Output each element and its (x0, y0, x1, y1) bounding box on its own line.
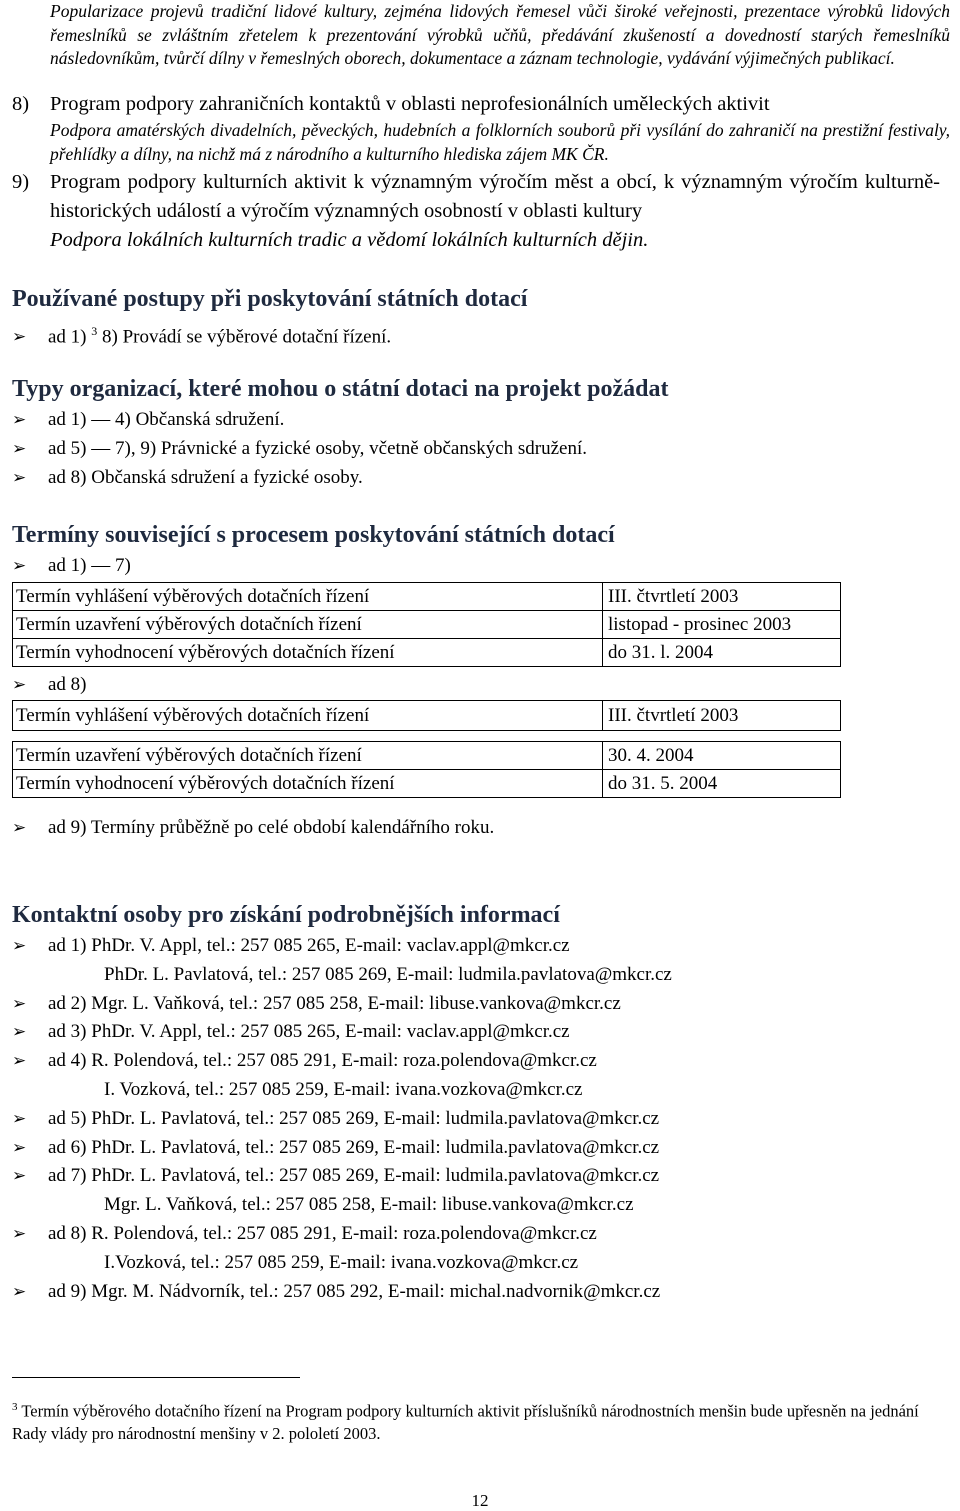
arrow-bullet-icon: ➢ (12, 410, 27, 429)
contact-text: ad 4) R. Polendová, tel.: 257 085 291, E-mail: roza.polendova@mkcr.cz (48, 1050, 597, 1071)
group-label: ad 9) Termíny průběžně po celé období kalendářního roku. (48, 817, 495, 838)
contact-item (12, 1163, 659, 1189)
heading-terminy: Termíny související s procesem poskytování státních dotací (12, 522, 615, 548)
table-row (13, 701, 841, 731)
table-cell: III. čtvrtletí 2003 (603, 701, 841, 731)
arrow-bullet-icon: ➢ (12, 1109, 27, 1128)
footnote-number: 3 (12, 1401, 18, 1413)
contact-item (12, 933, 570, 959)
contact-text: ad 8) R. Polendová, tel.: 257 085 291, E-mail: roza.polendova@mkcr.cz (48, 1223, 597, 1244)
contact-item (12, 1135, 659, 1161)
terms-table-1 (12, 582, 841, 667)
contact-text: ad 6) PhDr. L. Pavlatová, tel.: 257 085 269, E-mail: ludmila.pavlatova@mkcr.cz (48, 1137, 660, 1158)
arrow-bullet-icon: ➢ (12, 1138, 27, 1157)
contact-text: ad 7) PhDr. L. Pavlatová, tel.: 257 085 269, E-mail: ludmila.pavlatova@mkcr.cz (48, 1165, 660, 1186)
program-8-number: 8) (12, 93, 30, 115)
page-number: 12 (471, 1491, 489, 1510)
program-8 (12, 90, 950, 166)
program-9-title: Program podpory kulturních aktivit k významným výročím měst a obcí, k významným výročím kulturně-historických událostí a výročím významných osobností v oblasti kultury (50, 171, 940, 222)
contact-item (12, 1279, 660, 1305)
typy-item-text: ad 8) Občanská sdružení a fyzické osoby. (48, 467, 363, 488)
arrow-bullet-icon: ➢ (12, 1051, 27, 1070)
arrow-bullet-icon: ➢ (12, 1224, 27, 1243)
arrow-bullet-icon: ➢ (12, 327, 27, 347)
arrow-bullet-icon: ➢ (12, 1282, 27, 1301)
table-row (13, 742, 841, 770)
contact-text: ad 3) PhDr. V. Appl, tel.: 257 085 265, E-mail: vaclav.appl@mkcr.cz (48, 1021, 570, 1042)
contact-item (12, 1048, 597, 1074)
contact-text: PhDr. L. Pavlatová, tel.: 257 085 269, E-mail: ludmila.pavlatova@mkcr.cz (104, 964, 672, 985)
contact-item-continuation (104, 1077, 583, 1103)
table-row (13, 770, 841, 798)
contact-item (12, 1221, 597, 1247)
typy-item (12, 465, 363, 491)
table-cell: Termín vyhodnocení výběrových dotačních řízení (13, 639, 603, 667)
postupy-item-post: 8) Provádí se výběrové dotační řízení. (97, 326, 392, 348)
arrow-bullet-icon: ➢ (12, 936, 27, 955)
table-cell: Termín vyhodnocení výběrových dotačních řízení (13, 770, 603, 798)
contact-item-continuation (104, 1250, 578, 1276)
contact-text: ad 1) PhDr. V. Appl, tel.: 257 085 265, E-mail: vaclav.appl@mkcr.cz (48, 935, 570, 956)
group-label: ad 8) (48, 674, 87, 695)
table-row (13, 611, 841, 639)
heading-typy: Typy organizací, které mohou o státní dotaci na projekt požádat (12, 376, 669, 402)
contact-item (12, 1106, 659, 1132)
table-cell: 30. 4. 2004 (603, 742, 841, 770)
footnote (12, 1396, 942, 1445)
terminy-group-1 (12, 553, 131, 579)
typy-item-text: ad 1) — 4) Občanská sdružení. (48, 409, 285, 430)
table-cell: Termín vyhlášení výběrových dotačních řízení (13, 583, 603, 611)
footnote-text: Termín výběrového dotačního řízení na Program podpory kulturních aktivit příslušníků národnostních menšin bude upřesněn na jednání Rady vlády pro národnostní menšiny v 2. pololetí 2003. (12, 1401, 919, 1443)
table-cell: listopad - prosinec 2003 (603, 611, 841, 639)
group-label: ad 1) — 7) (48, 555, 131, 576)
arrow-bullet-icon: ➢ (12, 994, 27, 1013)
contact-text: Mgr. L. Vaňková, tel.: 257 085 258, E-mail: libuse.vankova@mkcr.cz (104, 1194, 634, 1215)
contact-item-continuation (104, 1192, 634, 1218)
contact-text: I.Vozková, tel.: 257 085 259, E-mail: ivana.vozkova@mkcr.cz (104, 1252, 579, 1273)
table-cell: Termín vyhlášení výběrových dotačních řízení (13, 701, 603, 731)
contact-item (12, 991, 621, 1017)
terminy-group-2 (12, 672, 87, 698)
postupy-item-pre: ad 1) (48, 326, 87, 348)
program-8-description: Podpora amatérských divadelních, pěveckých, hudebních a folklorních souborů při vysílání do zahraničí na prestižní festivaly, přehlídky a dílny, na nichž má z národního a kulturního hlediska zájem MK ČR. (50, 120, 950, 164)
terms-table-2a (12, 700, 841, 731)
table-cell: do 31. l. 2004 (603, 639, 841, 667)
typy-item (12, 407, 284, 433)
program-9-number: 9) (12, 171, 30, 193)
terminy-group-3 (12, 815, 494, 841)
contact-text: ad 2) Mgr. L. Vaňková, tel.: 257 085 258, E-mail: libuse.vankova@mkcr.cz (48, 993, 621, 1014)
contact-text: ad 5) PhDr. L. Pavlatová, tel.: 257 085 269, E-mail: ludmila.pavlatova@mkcr.cz (48, 1108, 660, 1129)
typy-item (12, 436, 587, 462)
program-9-description: Podpora lokálních kulturních tradic a vědomí lokálních kulturních dějin. (50, 229, 649, 251)
arrow-bullet-icon: ➢ (12, 1022, 27, 1041)
table-row (13, 583, 841, 611)
arrow-bullet-icon: ➢ (12, 556, 27, 575)
table-cell: do 31. 5. 2004 (603, 770, 841, 798)
contact-text: ad 9) Mgr. M. Nádvorník, tel.: 257 085 292, E-mail: michal.nadvornik@mkcr.cz (48, 1281, 661, 1302)
typy-item-text: ad 5) — 7), 9) Právnické a fyzické osoby, včetně občanských sdružení. (48, 438, 588, 459)
arrow-bullet-icon: ➢ (12, 675, 27, 694)
footnote-ref: 3 (91, 324, 98, 338)
contact-item (12, 1019, 570, 1045)
program-8-title: Program podpory zahraničních kontaktů v oblasti neprofesionálních uměleckých aktivit (50, 93, 770, 115)
footnote-divider (12, 1377, 300, 1378)
heading-postupy: Používané postupy při poskytování státních dotací (12, 286, 528, 312)
contact-text: I. Vozková, tel.: 257 085 259, E-mail: ivana.vozkova@mkcr.cz (104, 1079, 583, 1100)
table-cell: Termín uzavření výběrových dotačních řízení (13, 742, 603, 770)
program-9 (12, 168, 950, 255)
table-cell: Termín uzavření výběrových dotačních řízení (13, 611, 603, 639)
postupy-item (12, 318, 391, 350)
terms-table-2b (12, 741, 841, 798)
arrow-bullet-icon: ➢ (12, 818, 27, 837)
arrow-bullet-icon: ➢ (12, 468, 27, 487)
arrow-bullet-icon: ➢ (12, 1166, 27, 1185)
contact-item-continuation (104, 962, 672, 988)
table-row (13, 639, 841, 667)
intro-paragraph: Popularizace projevů tradiční lidové kultury, zejména lidových řemesel vůči široké veřejnosti, prezentace výrobků lidových řemeslníků se zvláštním zřetelem k prezentování výrobků učňů, předávání zkušeností a dovedností starých řemeslníků následovníkům, tvůrčí dílny v řemeslných oborech, dokumentace a záznam technologie, vydávání výjimečných publikací. (50, 1, 950, 68)
heading-kontakty: Kontaktní osoby pro získání podrobnějších informací (12, 902, 560, 928)
arrow-bullet-icon: ➢ (12, 439, 27, 458)
table-cell: III. čtvrtletí 2003 (603, 583, 841, 611)
